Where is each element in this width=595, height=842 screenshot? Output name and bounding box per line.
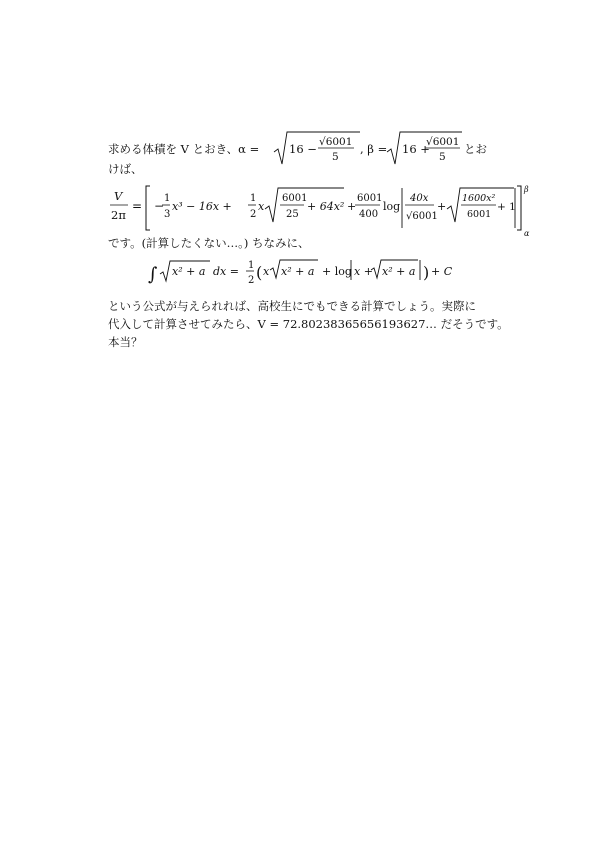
para1-prefix: 求める体積を V とおき、α =	[108, 142, 260, 156]
svg-text:+: +	[347, 200, 357, 213]
svg-text:16 −: 16 −	[289, 142, 317, 156]
para3-line1: という公式が与えられれば、高校生にでもできる計算でしょう。実際に	[108, 299, 476, 313]
svg-text:β: β	[524, 185, 529, 194]
svg-text:√6001: √6001	[406, 211, 438, 222]
svg-text:2: 2	[250, 209, 257, 220]
para3-line2: 代入して計算させてみたら、V = 72.80238365656193627… だそうです。	[108, 317, 509, 331]
svg-text:x² + a: x² + a	[281, 265, 315, 278]
svg-text:log: log	[383, 200, 401, 213]
para2: です。(計算したくない…。) ちなみに、	[108, 236, 310, 250]
svg-text:x: x	[263, 265, 270, 278]
svg-text:+ C: + C	[431, 265, 453, 278]
para3-line3: 本当？	[108, 335, 143, 349]
beta-label: , β =	[360, 142, 388, 156]
svg-text:400: 400	[359, 209, 379, 220]
svg-text:1: 1	[248, 260, 255, 271]
alpha-beta-definition	[104, 128, 494, 170]
svg-text:2π: 2π	[111, 208, 126, 222]
svg-text:1: 1	[250, 193, 257, 204]
svg-text:α: α	[524, 229, 530, 238]
integral-formula	[146, 256, 456, 292]
svg-text:x² + a: x² + a	[172, 265, 206, 278]
svg-text:=: =	[132, 199, 143, 213]
svg-text:1: 1	[164, 193, 171, 204]
para1-line2: けば、	[108, 162, 143, 176]
svg-text:V: V	[114, 189, 123, 203]
svg-text:x: x	[258, 200, 265, 213]
svg-text:5: 5	[332, 151, 339, 163]
svg-text:∫: ∫	[148, 264, 158, 285]
svg-text:+ 64x²: + 64x²	[307, 200, 345, 213]
svg-text:dx =: dx =	[213, 265, 239, 278]
volume-formula	[104, 182, 530, 238]
svg-text:5: 5	[439, 151, 446, 163]
svg-text:25: 25	[286, 209, 299, 220]
svg-text:+ log: + log	[322, 265, 352, 278]
svg-text:(: (	[256, 263, 263, 282]
svg-text:1600x²: 1600x²	[462, 193, 496, 204]
svg-text:√6001: √6001	[319, 136, 353, 148]
svg-text:+: +	[437, 200, 447, 213]
svg-text:6001: 6001	[467, 209, 492, 220]
svg-text:+ 1: + 1	[497, 201, 516, 213]
svg-text:): )	[423, 263, 430, 282]
svg-text:16 +: 16 +	[402, 142, 430, 156]
svg-text:x² + a: x² + a	[382, 265, 416, 278]
svg-text:6001: 6001	[357, 193, 383, 204]
svg-text:x³ − 16x +: x³ − 16x +	[172, 200, 232, 213]
svg-text:3: 3	[164, 209, 171, 220]
svg-text:−: −	[154, 199, 165, 213]
para1-suffix: とお	[464, 142, 487, 156]
svg-text:2: 2	[248, 275, 255, 286]
svg-text:40x: 40x	[410, 193, 429, 204]
svg-text:x +: x +	[354, 265, 373, 278]
svg-text:6001: 6001	[282, 193, 308, 204]
svg-text:√6001: √6001	[426, 136, 460, 148]
